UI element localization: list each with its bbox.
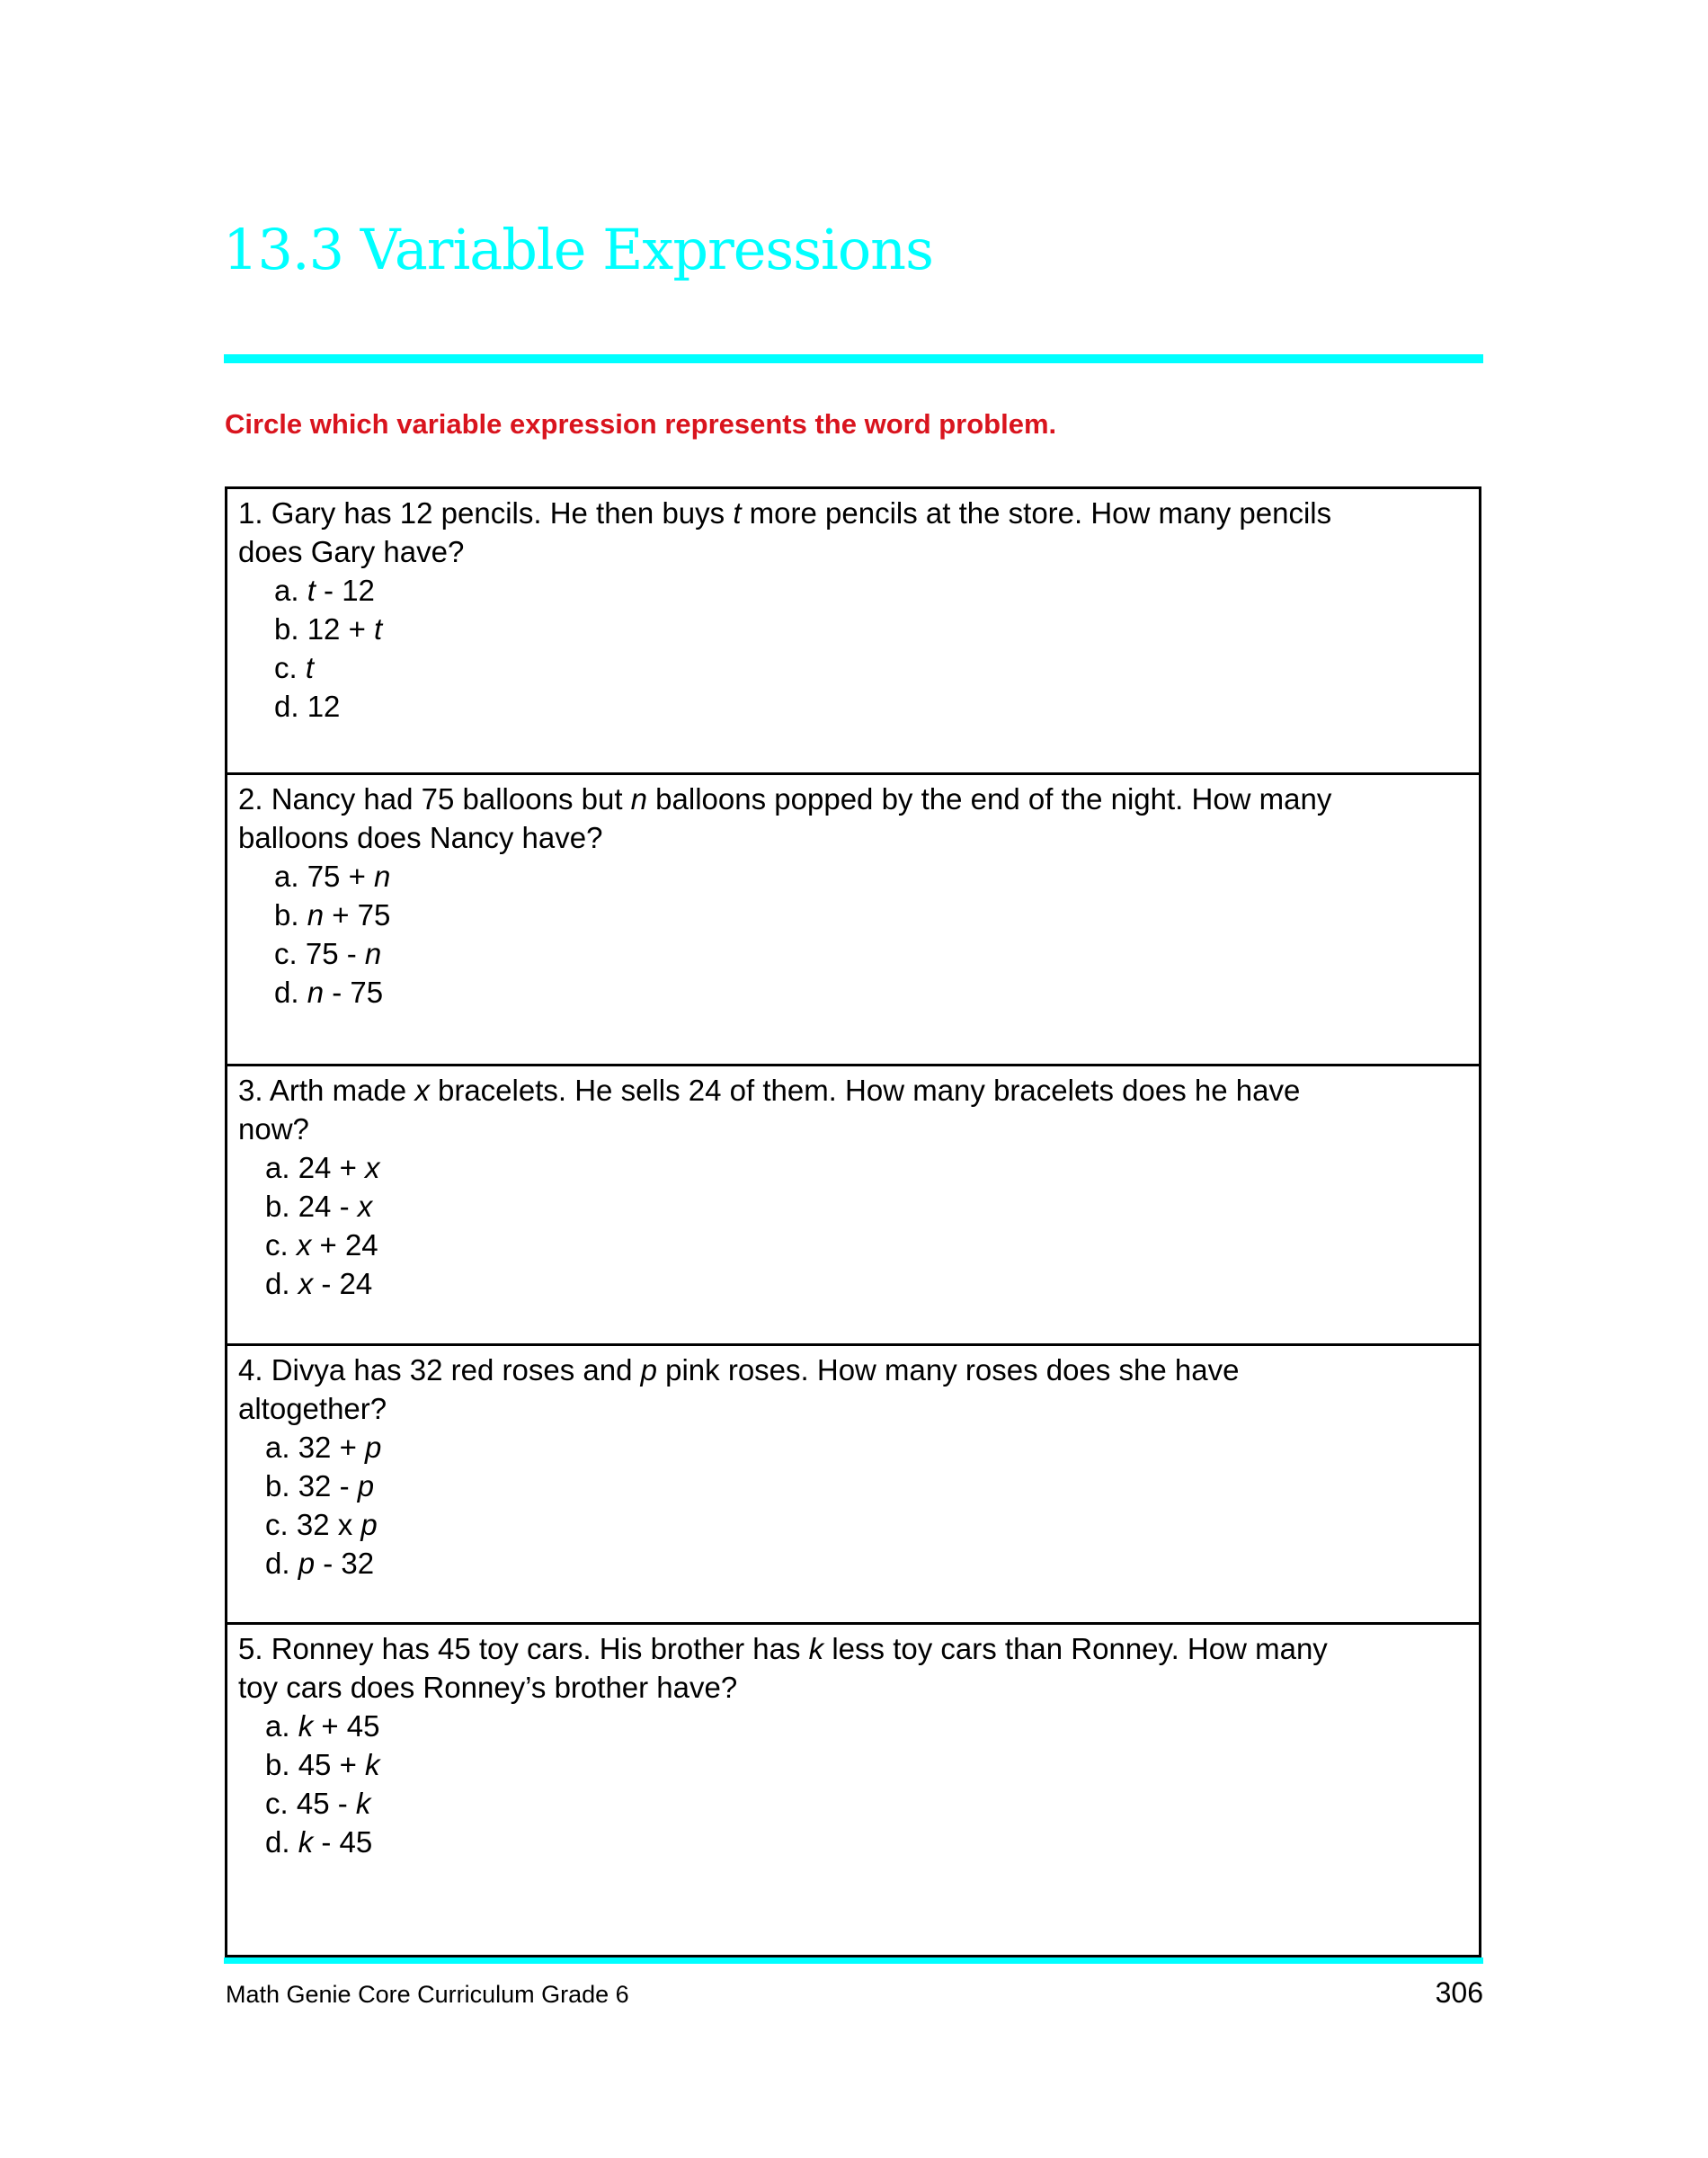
option-letter: b. (274, 612, 299, 646)
answer-options (238, 571, 1443, 726)
question-number: 4. (238, 1353, 263, 1387)
variable: t (374, 612, 383, 646)
expression-text: - 12 (315, 574, 375, 607)
variable: x (296, 1228, 312, 1262)
answer-option[interactable] (238, 1505, 1443, 1544)
option-letter: d. (265, 1547, 290, 1580)
option-letter: c. (274, 651, 298, 684)
expression-text: + 45 (313, 1709, 380, 1743)
answer-options (238, 857, 1443, 1012)
answer-option[interactable] (238, 687, 1443, 726)
expression-text: 75 - (305, 937, 365, 970)
question-text (238, 494, 1443, 532)
question-number: 5. (238, 1632, 263, 1665)
expression-text: 75 + (307, 860, 375, 893)
question-text-segment: toy cars does Ronney’s brother have? (238, 1671, 738, 1704)
question-row (227, 489, 1479, 775)
answer-option[interactable] (238, 1823, 1443, 1861)
answer-option[interactable] (238, 1264, 1443, 1303)
expression-text: 45 + (298, 1748, 366, 1781)
question-text (238, 780, 1443, 818)
answer-option[interactable] (238, 896, 1443, 934)
question-text (238, 1629, 1443, 1668)
question-text-segment: now? (238, 1112, 309, 1146)
question (238, 1071, 1443, 1303)
variable: p (365, 1431, 382, 1464)
question-text-segment: Gary has 12 pencils. He then buys (271, 496, 734, 530)
answer-option[interactable] (238, 610, 1443, 648)
answer-options (238, 1148, 1443, 1303)
option-letter: b. (265, 1469, 290, 1503)
answer-option[interactable] (238, 1544, 1443, 1583)
expression-text: 24 + (298, 1151, 366, 1184)
answer-options (238, 1707, 1443, 1861)
answer-options (238, 1428, 1443, 1583)
answer-option[interactable] (238, 857, 1443, 896)
question-number: 1. (238, 496, 263, 530)
answer-option[interactable] (238, 571, 1443, 610)
question-row (227, 1346, 1479, 1625)
variable: t (305, 651, 315, 684)
question-text-continued (238, 1110, 1443, 1148)
expression-text: - 24 (313, 1267, 373, 1300)
option-letter: a. (265, 1151, 290, 1184)
variable: n (307, 898, 325, 932)
variable: n (364, 937, 382, 970)
variable: k (298, 1709, 314, 1743)
option-letter: b. (265, 1190, 290, 1223)
question-text-segment: balloons does Nancy have? (238, 821, 603, 854)
answer-option[interactable] (238, 1187, 1443, 1226)
variable: p (357, 1469, 375, 1503)
question-text-segment: Arth made (269, 1074, 415, 1107)
title-divider (224, 354, 1483, 363)
question-text-segment: Ronney has 45 toy cars. His brother has (271, 1632, 809, 1665)
questions-table (225, 486, 1481, 1957)
expression-text: 12 + (307, 612, 375, 646)
question-text-segment: Nancy had 75 balloons but (271, 782, 631, 816)
answer-option[interactable] (238, 973, 1443, 1012)
answer-option[interactable] (238, 1226, 1443, 1264)
expression-text: 32 - (298, 1469, 358, 1503)
variable: t (733, 496, 742, 530)
option-letter: d. (265, 1267, 290, 1300)
question-text-continued (238, 818, 1443, 857)
variable: p (298, 1547, 316, 1580)
question-number: 3. (238, 1074, 263, 1107)
variable: x (357, 1190, 373, 1223)
option-letter: a. (265, 1431, 290, 1464)
option-letter: c. (265, 1787, 289, 1820)
variable: k (355, 1787, 371, 1820)
variable: p (640, 1353, 657, 1387)
option-letter: d. (274, 976, 299, 1009)
expression-text: 32 + (298, 1431, 366, 1464)
option-letter: a. (274, 860, 299, 893)
option-letter: b. (274, 898, 299, 932)
question-text-segment: bracelets. He sells 24 of them. How many bracelets does he have (429, 1074, 1301, 1107)
variable: n (374, 860, 391, 893)
expression-text: 32 x (296, 1508, 361, 1541)
question-text-continued (238, 1668, 1443, 1707)
expression-text: - 32 (315, 1547, 375, 1580)
footer-curriculum-label: Math Genie Core Curriculum Grade 6 (226, 1981, 629, 2008)
question-row (227, 1625, 1479, 1955)
option-letter: c. (265, 1228, 289, 1262)
page-title: 13.3 Variable Expressions (223, 217, 933, 282)
answer-option[interactable] (238, 1784, 1443, 1823)
variable: x (414, 1074, 430, 1107)
option-letter: c. (265, 1508, 289, 1541)
question-text-continued (238, 1389, 1443, 1428)
answer-option[interactable] (238, 648, 1443, 687)
expression-text: + 24 (311, 1228, 378, 1262)
expression-text: + 75 (324, 898, 391, 932)
option-letter: a. (265, 1709, 290, 1743)
answer-option[interactable] (238, 1707, 1443, 1745)
option-letter: d. (265, 1825, 290, 1859)
question-row (227, 1066, 1479, 1346)
variable: k (365, 1748, 380, 1781)
variable: k (298, 1825, 314, 1859)
expression-text: 12 (307, 690, 341, 723)
variable: n (630, 782, 648, 816)
variable: n (307, 976, 325, 1009)
question-text-segment: Divya has 32 red roses and (271, 1353, 641, 1387)
variable: x (365, 1151, 380, 1184)
question (238, 1351, 1443, 1583)
question-text-continued (238, 532, 1443, 571)
question (238, 1629, 1443, 1861)
page-number: 306 (1435, 1976, 1483, 2009)
variable: t (307, 574, 316, 607)
variable: x (298, 1267, 314, 1300)
expression-text: - 45 (313, 1825, 373, 1859)
variable: p (360, 1508, 378, 1541)
question (238, 494, 1443, 726)
answer-option[interactable] (238, 1467, 1443, 1505)
option-letter: c. (274, 937, 298, 970)
question-text (238, 1071, 1443, 1110)
answer-option[interactable] (238, 1428, 1443, 1467)
question-row (227, 775, 1479, 1066)
question-text-segment: more pencils at the store. How many pencils (741, 496, 1332, 530)
expression-text: 24 - (298, 1190, 358, 1223)
expression-text: 45 - (296, 1787, 356, 1820)
answer-option[interactable] (238, 1745, 1443, 1784)
question-text (238, 1351, 1443, 1389)
option-letter: a. (274, 574, 299, 607)
question-number: 2. (238, 782, 263, 816)
expression-text: - 75 (324, 976, 384, 1009)
footer-divider (224, 1957, 1483, 1964)
answer-option[interactable] (238, 934, 1443, 973)
question-text-segment: balloons popped by the end of the night. How many (647, 782, 1332, 816)
answer-option[interactable] (238, 1148, 1443, 1187)
question-text-segment: less toy cars than Ronney. How many (823, 1632, 1328, 1665)
question-text-segment: altogether? (238, 1392, 387, 1425)
variable: k (808, 1632, 824, 1665)
question (238, 780, 1443, 1012)
option-letter: b. (265, 1748, 290, 1781)
option-letter: d. (274, 690, 299, 723)
question-text-segment: pink roses. How many roses does she have (656, 1353, 1240, 1387)
question-text-segment: does Gary have? (238, 535, 465, 568)
instructions: Circle which variable expression represents the word problem. (225, 408, 1057, 440)
